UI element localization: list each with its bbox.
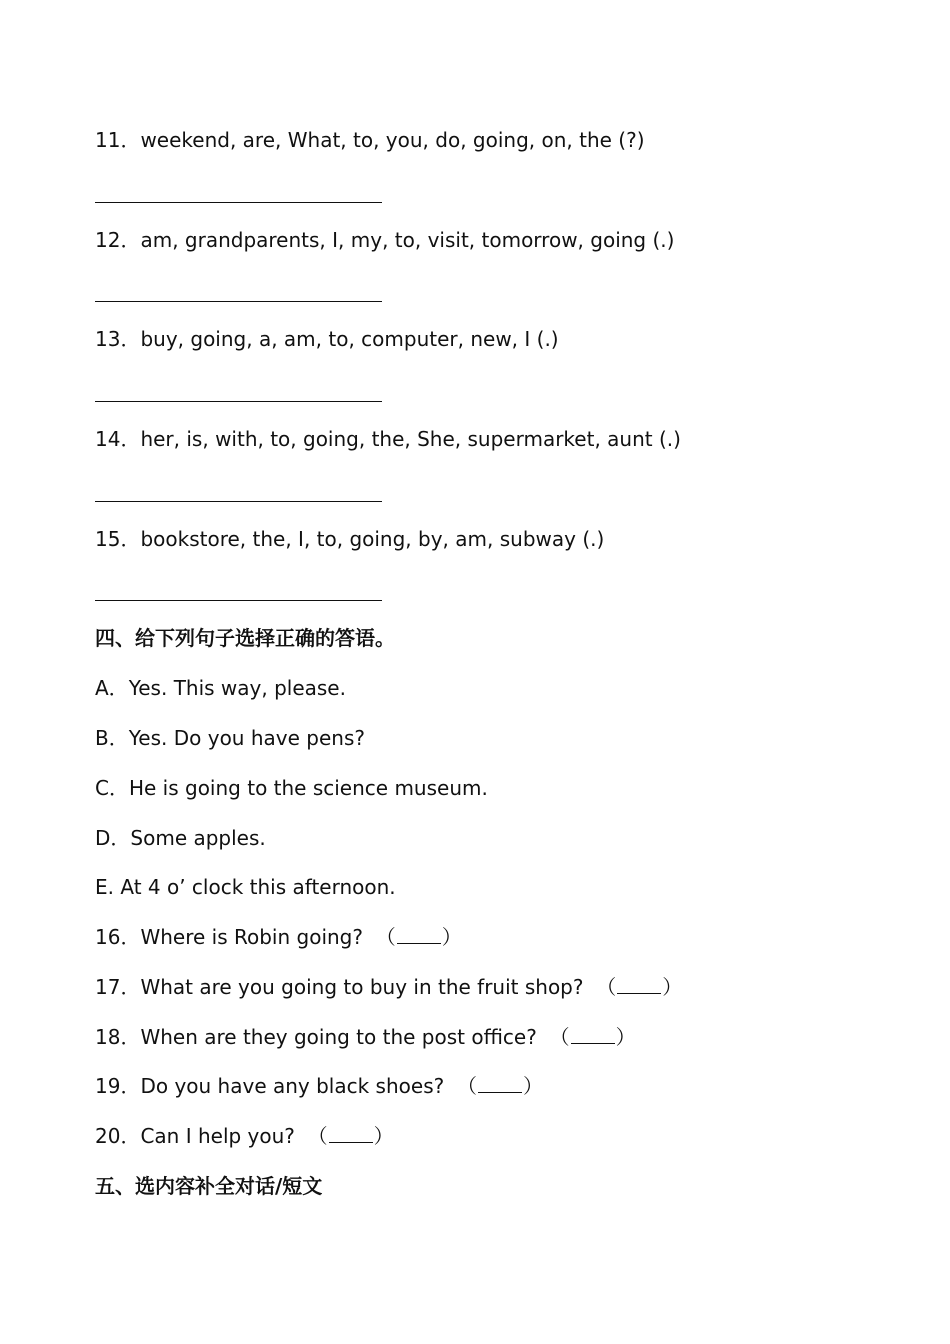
option-text: He is going to the science museum. bbox=[128, 776, 488, 800]
question-17 bbox=[95, 975, 682, 999]
option-text: Some apples. bbox=[130, 826, 266, 850]
question-20 bbox=[95, 1124, 394, 1148]
answer-line-13[interactable] bbox=[95, 401, 382, 402]
question-words: buy, going, a, am, to, computer, new, I (.) bbox=[140, 327, 559, 351]
question-18 bbox=[95, 1025, 636, 1049]
question-14 bbox=[95, 427, 681, 451]
open-paren: （ bbox=[549, 1025, 570, 1049]
close-paren: ） bbox=[441, 925, 462, 949]
option-label: C． bbox=[95, 776, 129, 800]
option-label: E. bbox=[95, 875, 121, 899]
option-b bbox=[95, 726, 365, 750]
question-12 bbox=[95, 228, 674, 252]
question-number: 19． bbox=[95, 1074, 141, 1098]
close-paren: ） bbox=[615, 1025, 636, 1049]
option-text: Yes. Do you have pens? bbox=[128, 726, 365, 750]
question-number: 16． bbox=[95, 925, 141, 949]
answer-blank-18[interactable] bbox=[571, 1025, 615, 1044]
section-4-heading: 四、给下列句子选择正确的答语。 bbox=[95, 626, 395, 650]
question-words: her, is, with, to, going, the, She, supermarket, aunt (.) bbox=[140, 427, 681, 451]
option-text: Yes. This way, please. bbox=[128, 676, 346, 700]
option-label: D． bbox=[95, 826, 131, 850]
answer-line-12[interactable] bbox=[95, 301, 382, 302]
question-words: weekend, are, What, to, you, do, going, on, the (?) bbox=[140, 128, 645, 152]
open-paren: （ bbox=[307, 1124, 328, 1148]
option-e bbox=[95, 875, 396, 899]
question-number: 20． bbox=[95, 1124, 141, 1148]
answer-line-14[interactable] bbox=[95, 501, 382, 502]
question-11 bbox=[95, 128, 645, 152]
close-paren: ） bbox=[373, 1124, 394, 1148]
question-text: Do you have any black shoes? bbox=[140, 1074, 445, 1098]
question-number: 15． bbox=[95, 527, 141, 551]
close-paren: ） bbox=[662, 975, 683, 999]
answer-blank-17[interactable] bbox=[617, 975, 661, 994]
answer-blank-20[interactable] bbox=[329, 1124, 373, 1143]
question-number: 13． bbox=[95, 327, 141, 351]
question-16 bbox=[95, 925, 462, 949]
option-a bbox=[95, 676, 346, 700]
option-label: B． bbox=[95, 726, 129, 750]
answer-blank-16[interactable] bbox=[397, 925, 441, 944]
question-words: bookstore, the, I, to, going, by, am, subway (.) bbox=[140, 527, 605, 551]
question-text: What are you going to buy in the fruit shop? bbox=[140, 975, 584, 999]
question-number: 12． bbox=[95, 228, 141, 252]
question-13 bbox=[95, 327, 559, 351]
answer-blank-19[interactable] bbox=[478, 1074, 522, 1093]
question-number: 18． bbox=[95, 1025, 141, 1049]
open-paren: （ bbox=[456, 1074, 477, 1098]
option-text: At 4 o’ clock this afternoon. bbox=[120, 875, 396, 899]
question-number: 11． bbox=[95, 128, 141, 152]
question-number: 14． bbox=[95, 427, 141, 451]
question-19 bbox=[95, 1074, 543, 1098]
question-number: 17． bbox=[95, 975, 141, 999]
option-c bbox=[95, 776, 488, 800]
section-5-heading: 五、选内容补全对话/短文 bbox=[95, 1174, 323, 1198]
question-text: Can I help you? bbox=[140, 1124, 295, 1148]
open-paren: （ bbox=[596, 975, 617, 999]
question-text: Where is Robin going? bbox=[140, 925, 363, 949]
open-paren: （ bbox=[375, 925, 396, 949]
answer-line-11[interactable] bbox=[95, 202, 382, 203]
option-d bbox=[95, 826, 266, 850]
question-15 bbox=[95, 527, 604, 551]
question-text: When are they going to the post office? bbox=[140, 1025, 537, 1049]
option-label: A． bbox=[95, 676, 129, 700]
question-words: am, grandparents, I, my, to, visit, tomorrow, going (.) bbox=[140, 228, 675, 252]
answer-line-15[interactable] bbox=[95, 600, 382, 601]
close-paren: ） bbox=[522, 1074, 543, 1098]
